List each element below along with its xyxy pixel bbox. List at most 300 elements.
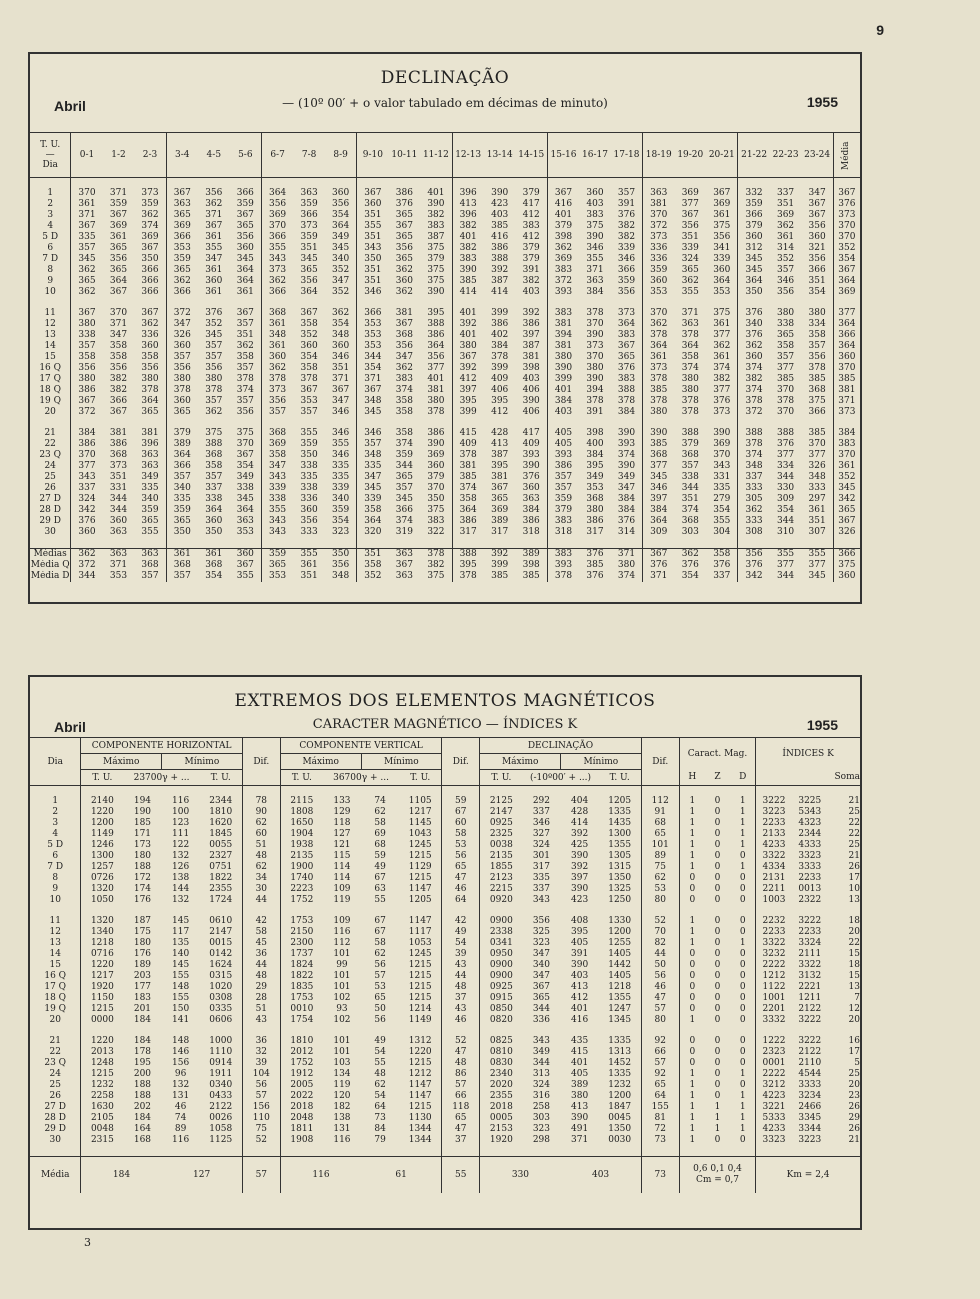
gap-cell (242, 1146, 280, 1157)
day-cell: 7 D (47, 862, 64, 872)
gap-cell (200, 1026, 242, 1036)
d-cell: 57 (641, 1058, 679, 1069)
value-cell: 352 (332, 287, 350, 297)
carac-cell: 0 (714, 1069, 721, 1079)
declination-table (30, 132, 860, 582)
summary-cell: 376 (643, 560, 675, 571)
value-cell: 362 (332, 308, 350, 318)
table-row (30, 199, 860, 210)
value-cell: 350 (357, 254, 389, 265)
value-cell: 354 (357, 363, 389, 374)
value-cell: 345 (357, 407, 389, 418)
value-cell: 358 (681, 352, 699, 362)
gap-cell (792, 906, 828, 916)
value-cell: 355 (300, 428, 318, 438)
h-cell: 0026 (209, 1113, 233, 1123)
value-cell: 379 (547, 221, 579, 232)
value-cell: 354 (713, 505, 731, 515)
value-cell: 403 (547, 407, 579, 418)
value-cell: 414 (491, 287, 509, 297)
value-cell: 360 (300, 341, 318, 351)
summary-cell: 375 (427, 571, 445, 581)
day-cell: 2 (52, 807, 59, 817)
d-cell: 0920 (480, 895, 522, 906)
col-hour: 5-6 (230, 133, 262, 178)
h-cell: 48 (242, 851, 280, 862)
value-cell: 368 (643, 450, 675, 461)
summary-row (30, 571, 860, 582)
v-cell: 101 (333, 1047, 351, 1057)
carac-cell: 0 (739, 1058, 746, 1068)
value-cell: 343 (261, 527, 293, 538)
gap-cell (293, 178, 325, 189)
value-cell: 379 (681, 439, 699, 449)
d-cell: 371 (571, 1135, 589, 1145)
value-cell: 385 (452, 472, 484, 483)
d-cell: 53 (641, 884, 679, 895)
k-cell: 2122 (798, 1004, 822, 1014)
declination-subtitle: — (10º 00′ + o valor tabulado em décimas de minuto) (282, 96, 608, 110)
k-cell: 12 (848, 1004, 860, 1014)
h-cell: 183 (133, 993, 152, 1003)
table-row (30, 527, 860, 538)
d-cell: 89 (641, 851, 679, 862)
value-cell: 340 (166, 483, 198, 494)
carac-cell: 0 (714, 873, 721, 883)
value-cell: 351 (109, 472, 128, 482)
carac-cell: 0 (679, 949, 704, 960)
gap-cell (230, 178, 262, 189)
v-cell: 46 (442, 1015, 480, 1026)
carac-cell: 1 (679, 1113, 704, 1124)
value-cell: 356 (776, 287, 795, 297)
footer-number: 3 (84, 1236, 91, 1249)
k-cell: 2323 (756, 1047, 792, 1058)
col-dia: Dia (30, 738, 81, 786)
media-cell: 384 (833, 428, 860, 439)
value-cell: 354 (332, 210, 350, 220)
value-cell: 367 (166, 188, 198, 199)
value-cell: 337 (71, 483, 103, 494)
table-row (30, 352, 860, 363)
declination-month: Abril (54, 98, 86, 114)
v-cell: 1938 (280, 840, 322, 851)
gap-cell (579, 178, 611, 189)
value-cell: 360 (109, 516, 128, 526)
value-cell: 358 (300, 319, 318, 329)
value-cell: 378 (236, 374, 254, 384)
k-cell: 21 (848, 1135, 860, 1145)
value-cell: 339 (332, 483, 350, 493)
value-cell: 378 (166, 385, 198, 396)
value-cell: 359 (236, 199, 254, 209)
gap-cell (420, 538, 452, 549)
value-cell: 373 (643, 363, 675, 374)
gap-cell (706, 418, 738, 428)
v-cell: 1908 (280, 1135, 322, 1146)
value-cell: 368 (681, 450, 699, 460)
gap-cell (516, 418, 548, 428)
d-cell: 390 (571, 1113, 589, 1123)
gap-cell (833, 418, 860, 428)
value-cell: 352 (332, 265, 350, 275)
value-cell: 383 (547, 308, 579, 319)
h-cell: 51 (242, 1004, 280, 1015)
value-cell: 354 (236, 461, 254, 471)
col-tu-sep: — (45, 150, 55, 160)
value-cell: 330 (776, 483, 795, 493)
summary-cell: 376 (579, 549, 611, 561)
carac-cell: 0 (739, 1015, 746, 1025)
value-cell: 362 (395, 265, 413, 275)
top-gap-row (30, 178, 860, 189)
table-row (30, 396, 860, 407)
media-cell: 326 (833, 527, 860, 538)
h-cell: 176 (133, 895, 152, 905)
k-cell: 4323 (798, 818, 822, 828)
summary-cell: 355 (293, 549, 325, 561)
gap-cell (641, 1026, 679, 1036)
carac-cell: 1 (739, 862, 746, 872)
d-cell: 82 (641, 938, 679, 949)
value-cell: 378 (617, 396, 636, 406)
value-cell: 368 (681, 516, 699, 526)
h-cell: 184 (133, 1015, 152, 1025)
d-cell: 2125 (480, 796, 522, 807)
gap-cell (103, 298, 135, 308)
k-cell: 17 (848, 1047, 860, 1057)
col-hour: 10-11 (389, 133, 421, 178)
value-cell: 412 (491, 407, 509, 417)
v-cell: 1215 (408, 960, 432, 970)
v-cell: 112 (333, 938, 351, 948)
value-cell: 376 (205, 308, 223, 318)
k-cell: 3333 (798, 1080, 822, 1090)
table-row (30, 254, 860, 265)
value-cell: 355 (261, 505, 293, 516)
summary-cell: 354 (205, 571, 223, 581)
carac-cell: 0 (739, 1047, 746, 1057)
k-cell: 26 (848, 862, 860, 872)
summary-cell: 355 (236, 571, 254, 581)
h-cell: 0308 (209, 993, 233, 1003)
summary-cell: 357 (166, 571, 198, 582)
value-cell: 364 (141, 396, 159, 406)
gap-cell (561, 1146, 599, 1157)
media-cell: 371 (833, 396, 860, 407)
value-cell: 380 (71, 319, 103, 330)
d-cell: 0820 (480, 1015, 522, 1026)
day-cell: 8 (47, 265, 54, 275)
value-cell: 364 (261, 188, 293, 199)
day-cell: 14 (44, 341, 56, 351)
carac-cell: 0 (714, 851, 721, 861)
v-cell: 1344 (408, 1135, 432, 1145)
v-cell: 55 (374, 1058, 386, 1068)
value-cell: 346 (776, 276, 795, 286)
gap-cell (389, 178, 421, 189)
media-cell: 370 (833, 450, 860, 461)
h-cell: 1220 (81, 960, 123, 971)
value-cell: 387 (491, 450, 509, 460)
value-cell: 358 (109, 352, 128, 362)
value-cell: 378 (261, 374, 293, 385)
v-cell: 1205 (408, 895, 432, 905)
gap-cell (792, 1026, 828, 1036)
value-cell: 360 (205, 516, 223, 526)
d-cell: 325 (532, 927, 550, 937)
value-cell: 367 (71, 396, 103, 407)
h-cell: 34 (242, 873, 280, 884)
value-cell: 365 (236, 221, 254, 231)
value-cell: 392 (491, 265, 509, 275)
col-d-min: Mínimo (561, 754, 642, 770)
h-cell: 2315 (81, 1135, 123, 1146)
value-cell: 382 (109, 374, 128, 384)
gap-cell (828, 1026, 860, 1036)
gap-cell (547, 418, 579, 428)
value-cell: 369 (166, 221, 198, 232)
value-cell: 369 (776, 210, 795, 220)
day-cell: 14 (49, 949, 61, 959)
table-row (30, 927, 860, 938)
value-cell: 364 (681, 341, 699, 351)
v-cell: 1811 (280, 1124, 322, 1135)
h-cell: 104 (242, 1069, 280, 1080)
value-cell: 373 (261, 385, 293, 396)
col-hour: 14-15 (516, 133, 548, 178)
d-cell: 1350 (608, 1124, 632, 1134)
d-cell: 324 (532, 840, 550, 850)
value-cell: 359 (395, 450, 413, 460)
gap-cell (480, 1146, 522, 1157)
d-cell: 1250 (608, 895, 632, 905)
value-cell: 350 (166, 527, 198, 538)
table-row (30, 796, 860, 807)
value-cell: 390 (522, 461, 540, 471)
value-cell: 376 (617, 363, 636, 373)
value-cell: 373 (617, 308, 636, 318)
carac-cell: 1 (679, 840, 704, 851)
value-cell: 386 (522, 516, 540, 526)
v-cell: 65 (442, 1113, 480, 1124)
value-cell: 334 (776, 461, 795, 471)
d-cell: 68 (641, 818, 679, 829)
gap-cell (641, 786, 679, 797)
value-cell: 377 (713, 385, 731, 395)
value-cell: 386 (71, 385, 103, 396)
value-cell: 319 (395, 527, 413, 537)
h-cell: 0335 (209, 1004, 233, 1014)
value-cell: 379 (522, 254, 540, 264)
v-cell: 1215 (408, 851, 432, 861)
value-cell: 358 (300, 363, 318, 373)
table-row (30, 851, 860, 862)
value-cell: 357 (71, 243, 103, 254)
h-cell: 177 (133, 982, 152, 992)
value-cell: 375 (427, 505, 445, 515)
value-cell: 366 (808, 407, 826, 417)
value-cell: 400 (586, 439, 604, 449)
value-cell: 347 (808, 188, 826, 198)
d-cell: 0830 (480, 1058, 522, 1069)
v-cell: 56 (374, 960, 386, 970)
extremes-subtitle: CARACTER MAGNÉTICO — ÍNDICES K (312, 717, 578, 732)
d-cell: 1405 (608, 971, 632, 981)
gap-cell (705, 1026, 730, 1036)
k-cell: 3323 (756, 1135, 792, 1146)
value-cell: 378 (738, 396, 770, 407)
value-cell: 362 (643, 319, 675, 330)
media-cell: 364 (833, 276, 860, 287)
k-cell: 3322 (756, 851, 792, 862)
value-cell: 367 (205, 221, 223, 231)
h-cell: 32 (242, 1047, 280, 1058)
declination-title: DECLINAÇÃO (380, 68, 510, 88)
d-cell: 1847 (608, 1102, 632, 1112)
gap-cell (30, 418, 71, 428)
value-cell: 373 (261, 265, 293, 276)
value-cell: 374 (452, 483, 484, 494)
summary-cell: 389 (516, 549, 548, 561)
value-cell: 384 (491, 341, 509, 351)
v-cell: 48 (442, 1058, 480, 1069)
col-hour: 11-12 (420, 133, 452, 178)
value-cell: 367 (808, 210, 826, 220)
v-cell: 1824 (280, 960, 322, 971)
v-cell: 54 (442, 938, 480, 949)
value-cell: 382 (452, 221, 484, 232)
h-cell: 178 (133, 1047, 152, 1057)
value-cell: 335 (71, 232, 103, 243)
d-cell: 2135 (480, 851, 522, 862)
value-cell: 368 (261, 308, 293, 319)
value-cell: 399 (491, 308, 509, 318)
gap-cell (641, 906, 679, 916)
value-cell: 323 (332, 527, 350, 537)
carac-cell: 0 (714, 829, 721, 839)
carac-cell: 0 (739, 927, 746, 937)
h-cell: 1200 (81, 818, 123, 829)
gap-cell (389, 538, 421, 549)
value-cell: 390 (547, 363, 579, 374)
k-cell: 1122 (756, 982, 792, 993)
value-cell: 395 (427, 308, 445, 318)
h-cell: 44 (242, 895, 280, 906)
value-cell: 376 (617, 210, 636, 220)
summary-cell: 378 (452, 571, 484, 582)
d-cell: 0005 (480, 1113, 522, 1124)
value-cell: 312 (738, 243, 770, 254)
col-k-2 (792, 770, 828, 786)
gap-cell (643, 298, 675, 308)
value-cell: 374 (738, 363, 770, 374)
value-cell: 390 (617, 461, 636, 471)
value-cell: 373 (300, 221, 318, 231)
gap-cell (162, 906, 200, 916)
summary-cell: 344 (71, 571, 103, 582)
value-cell: 356 (617, 287, 636, 297)
value-cell: 349 (617, 472, 636, 482)
value-cell: 413 (491, 439, 509, 449)
value-cell: 378 (205, 385, 223, 395)
value-cell: 360 (522, 483, 540, 493)
h-cell: 156 (172, 1058, 190, 1068)
d-cell: 313 (532, 1069, 550, 1079)
carac-cell: 1 (679, 851, 704, 862)
day-cell: 15 (49, 960, 61, 970)
value-cell: 376 (776, 439, 795, 449)
d-cell: 401 (571, 1004, 589, 1014)
value-cell: 362 (395, 363, 413, 373)
value-cell: 396 (452, 188, 484, 199)
value-cell: 366 (261, 287, 293, 298)
value-cell: 345 (738, 265, 770, 276)
value-cell: 359 (643, 265, 675, 276)
value-cell: 356 (395, 341, 413, 351)
table-row (30, 265, 860, 276)
gap-cell (123, 906, 161, 916)
v-cell: 2300 (280, 938, 322, 949)
media-cell: 345 (833, 483, 860, 494)
summary-cell: 376 (738, 560, 770, 571)
k-cell: 4223 (756, 1091, 792, 1102)
summary-cell: 367 (643, 549, 675, 561)
value-cell: 345 (643, 472, 675, 483)
h-cell: 0055 (209, 840, 233, 850)
summary-cell: 374 (617, 571, 636, 581)
value-cell: 351 (681, 494, 699, 504)
gap-cell (730, 906, 755, 916)
carac-cell: 0 (714, 1036, 721, 1046)
v-cell: 65 (374, 993, 386, 1003)
gap-cell (547, 538, 579, 549)
value-cell: 345 (205, 330, 223, 340)
value-cell: 308 (738, 527, 770, 538)
carac-cell: 0 (714, 807, 721, 817)
value-cell: 346 (357, 287, 389, 298)
d-cell: 64 (641, 1091, 679, 1102)
value-cell: 360 (586, 188, 604, 198)
h-cell: 1215 (81, 1069, 123, 1080)
value-cell: 344 (357, 352, 389, 363)
extremes-month: Abril (54, 719, 86, 735)
value-cell: 351 (681, 232, 699, 242)
col-h-min-tu: T. U. (200, 770, 242, 786)
h-cell: 1232 (81, 1080, 123, 1091)
d-cell: 408 (571, 916, 589, 926)
value-cell: 378 (586, 396, 604, 406)
value-cell: 365 (141, 516, 159, 526)
col-comp-v: COMPONENTE VERTICAL (280, 738, 441, 754)
value-cell: 378 (643, 330, 675, 341)
d-cell: 2355 (480, 1091, 522, 1102)
value-cell: 381 (141, 428, 159, 438)
value-cell: 385 (491, 221, 509, 231)
table-row (30, 188, 860, 199)
v-cell: 118 (333, 818, 351, 828)
value-cell: 365 (166, 407, 198, 418)
value-cell: 388 (617, 385, 636, 395)
v-cell: 84 (374, 1124, 386, 1134)
carac-cell: 0 (679, 895, 704, 906)
carac-cell: 1 (679, 862, 704, 873)
summary-cell: 392 (484, 549, 516, 561)
value-cell: 303 (681, 527, 699, 537)
carac-cell: 0 (679, 982, 704, 993)
value-cell: 348 (261, 330, 293, 341)
value-cell: 391 (522, 265, 540, 275)
